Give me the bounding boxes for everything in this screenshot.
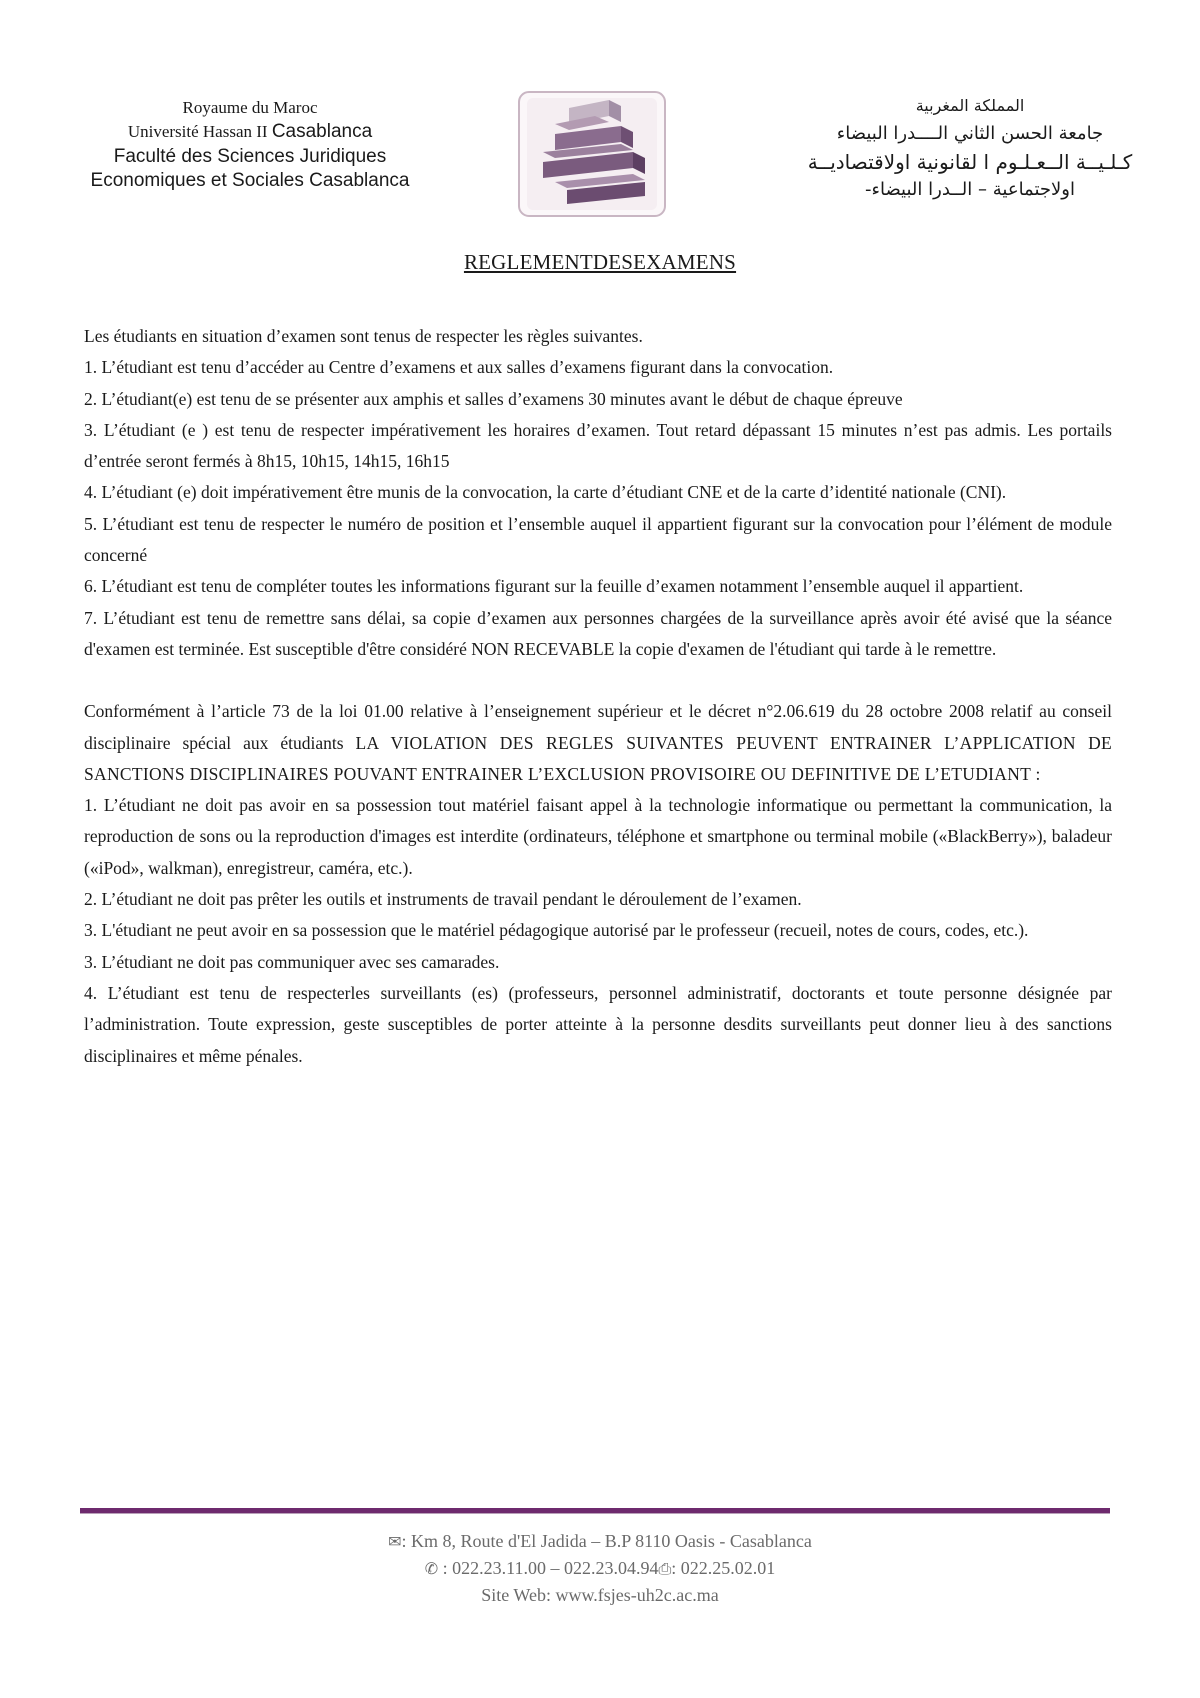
intro-paragraph: Les étudiants en situation d’examen sont tenus de respecter les règles suivantes. — [84, 326, 643, 346]
footer-address-line: ✉: Km 8, Route d'El Jadida – B.P 8110 Oasis - Casablanca — [388, 1531, 812, 1551]
document-title: REGLEMENTDESEXAMENS — [463, 250, 737, 274]
disciplinary-intro: Conformément à l’article 73 de la loi 01.00 relative à l’enseignement supérieur et le décret n°2.06.619 du 28 octobre 2008 relatif au conseil disciplinaire spécial aux étudiants LA VIOLATION DES REGLES SUIVANTES PEUVENT ENTRAINER L’APPLICATION DE SANCTIONS DISCIPLINAIRES POUVANT ENTRAINER L’EXCLUSION PROVISOIRE OU DEFINITIVE DE L’ETUDIANT : — [84, 701, 1112, 784]
rule-item: 2. L’étudiant(e) est tenu de se présenter aux amphis et salles d’examens 30 minutes avant le début de chaque épreuve — [84, 388, 903, 409]
prohibition-item: 3. L’étudiant ne doit pas communiquer avec ses camarades. — [84, 951, 500, 972]
rule-item: 5. L’étudiant est tenu de respecter le numéro de position et l’ensemble auquel il appartient figurant sur la convocation pour l’élément de module concerné — [84, 513, 1112, 566]
kingdom-label-arabic: المملكة المغربية — [915, 96, 1025, 115]
prohibition-item: 4. L’étudiant est tenu de respecterles surveillants (es) (professeurs, personnel administratif, doctorants et toute personne désignée par l’administration. Toute expression, geste susceptibles de porter atteinte à la personne desdits surveillants peut donner lieu à des sanctions disciplinaires et même pénales. — [84, 982, 1112, 1066]
rule-item: 7. L’étudiant est tenu de remettre sans délai, sa copie d’examen aux personnes chargées de la surveillance après avoir été avisé que la séance d'examen est terminée. Est susceptible d'être considéré NON RECEVABLE la copie d'examen de l'étudiant qui tarde à le remettre. — [84, 607, 1112, 659]
disciplinary-warning: LA VIOLATION DES REGLES SUIVANTES PEUVENT ENTRAINER L’APPLICATION DE SANCTIONS DISCIPLINAIRES POUVANT ENTRAINER L’EXCLUSION PROVISOIRE OU DEFINITIVE DE L’ETUDIANT : — [84, 732, 1112, 784]
university-label: Université Hassan II Casablanca — [127, 121, 373, 142]
header-right-institution-arabic — [770, 92, 1170, 204]
faculty-label-line1: Faculté des Sciences Juridiques — [113, 146, 387, 167]
prohibition-item: 2. L’étudiant ne doit pas prêter les outils et instruments de travail pendant le déroulement de l’examen. — [84, 889, 802, 910]
faculty-label-arabic-line1: كـلـيــة الــعـلـوم ا لقانونية اولاقتصاديــة — [807, 150, 1133, 174]
kingdom-label: Royaume du Maroc — [182, 98, 318, 117]
prohibition-item: 3. L'étudiant ne peut avoir en sa possession que le matériel pédagogique autorisé par le professeur (recueil, notes de cours, codes, etc.). — [84, 920, 1029, 941]
footer-divider — [80, 1508, 1110, 1514]
university-label-arabic: جامعة الحسن الثاني الــــدرا البيضاء — [836, 123, 1104, 144]
university-logo — [517, 90, 667, 218]
faculty-label-arabic-line2: اولاجتماعية – الــدرا البيضاء- — [865, 179, 1075, 200]
faculty-label-line2: Economiques et Sociales Casablanca — [90, 170, 410, 191]
document-body — [84, 321, 1112, 1072]
footer-website[interactable]: Site Web: www.fsjes-uh2c.ac.ma — [481, 1585, 719, 1605]
rule-item: 1. L’étudiant est tenu d’accéder au Centre d’examens et aux salles d’examens figurant dans la convocation. — [84, 357, 834, 378]
rule-item: 6. L’étudiant est tenu de compléter toutes les informations figurant sur la feuille d’examen notamment l’ensemble auquel il appartient. — [84, 576, 1024, 597]
prohibition-item: 1. L’étudiant ne doit pas avoir en sa possession tout matériel faisant appel à la technologie informatique ou permettant la communication, la reproduction de sons ou la reproduction d'images est interdite (ordinateurs, téléphone et smartphone ou terminal mobile («BlackBerry»), baladeur («iPod», walkman), enregistreur, caméra, etc.). — [84, 795, 1112, 878]
envelope-icon: ✉ — [388, 1532, 402, 1551]
header-left-institution — [40, 96, 460, 193]
section-spacer — [84, 665, 1112, 696]
footer-phone-line: ✆ : 022.23.11.00 – 022.23.04.94⎙: 022.25.02.01 — [424, 1558, 776, 1578]
footer-contact — [0, 1528, 1200, 1609]
fax-icon: ⎙ — [658, 1559, 672, 1578]
phone-icon: ✆ — [424, 1559, 439, 1578]
rule-item: 3. L’étudiant (e ) est tenu de respecter impérativement les horaires d’examen. Tout retard dépassant 15 minutes n’est pas admis. Les portails d’entrée seront fermés à 8h15, 10h15, 14h15, 16h15 — [84, 419, 1112, 472]
rule-item: 4. L’étudiant (e) doit impérativement être munis de la convocation, la carte d’étudiant CNE et de la carte d’identité nationale (CNI). — [84, 482, 1007, 503]
